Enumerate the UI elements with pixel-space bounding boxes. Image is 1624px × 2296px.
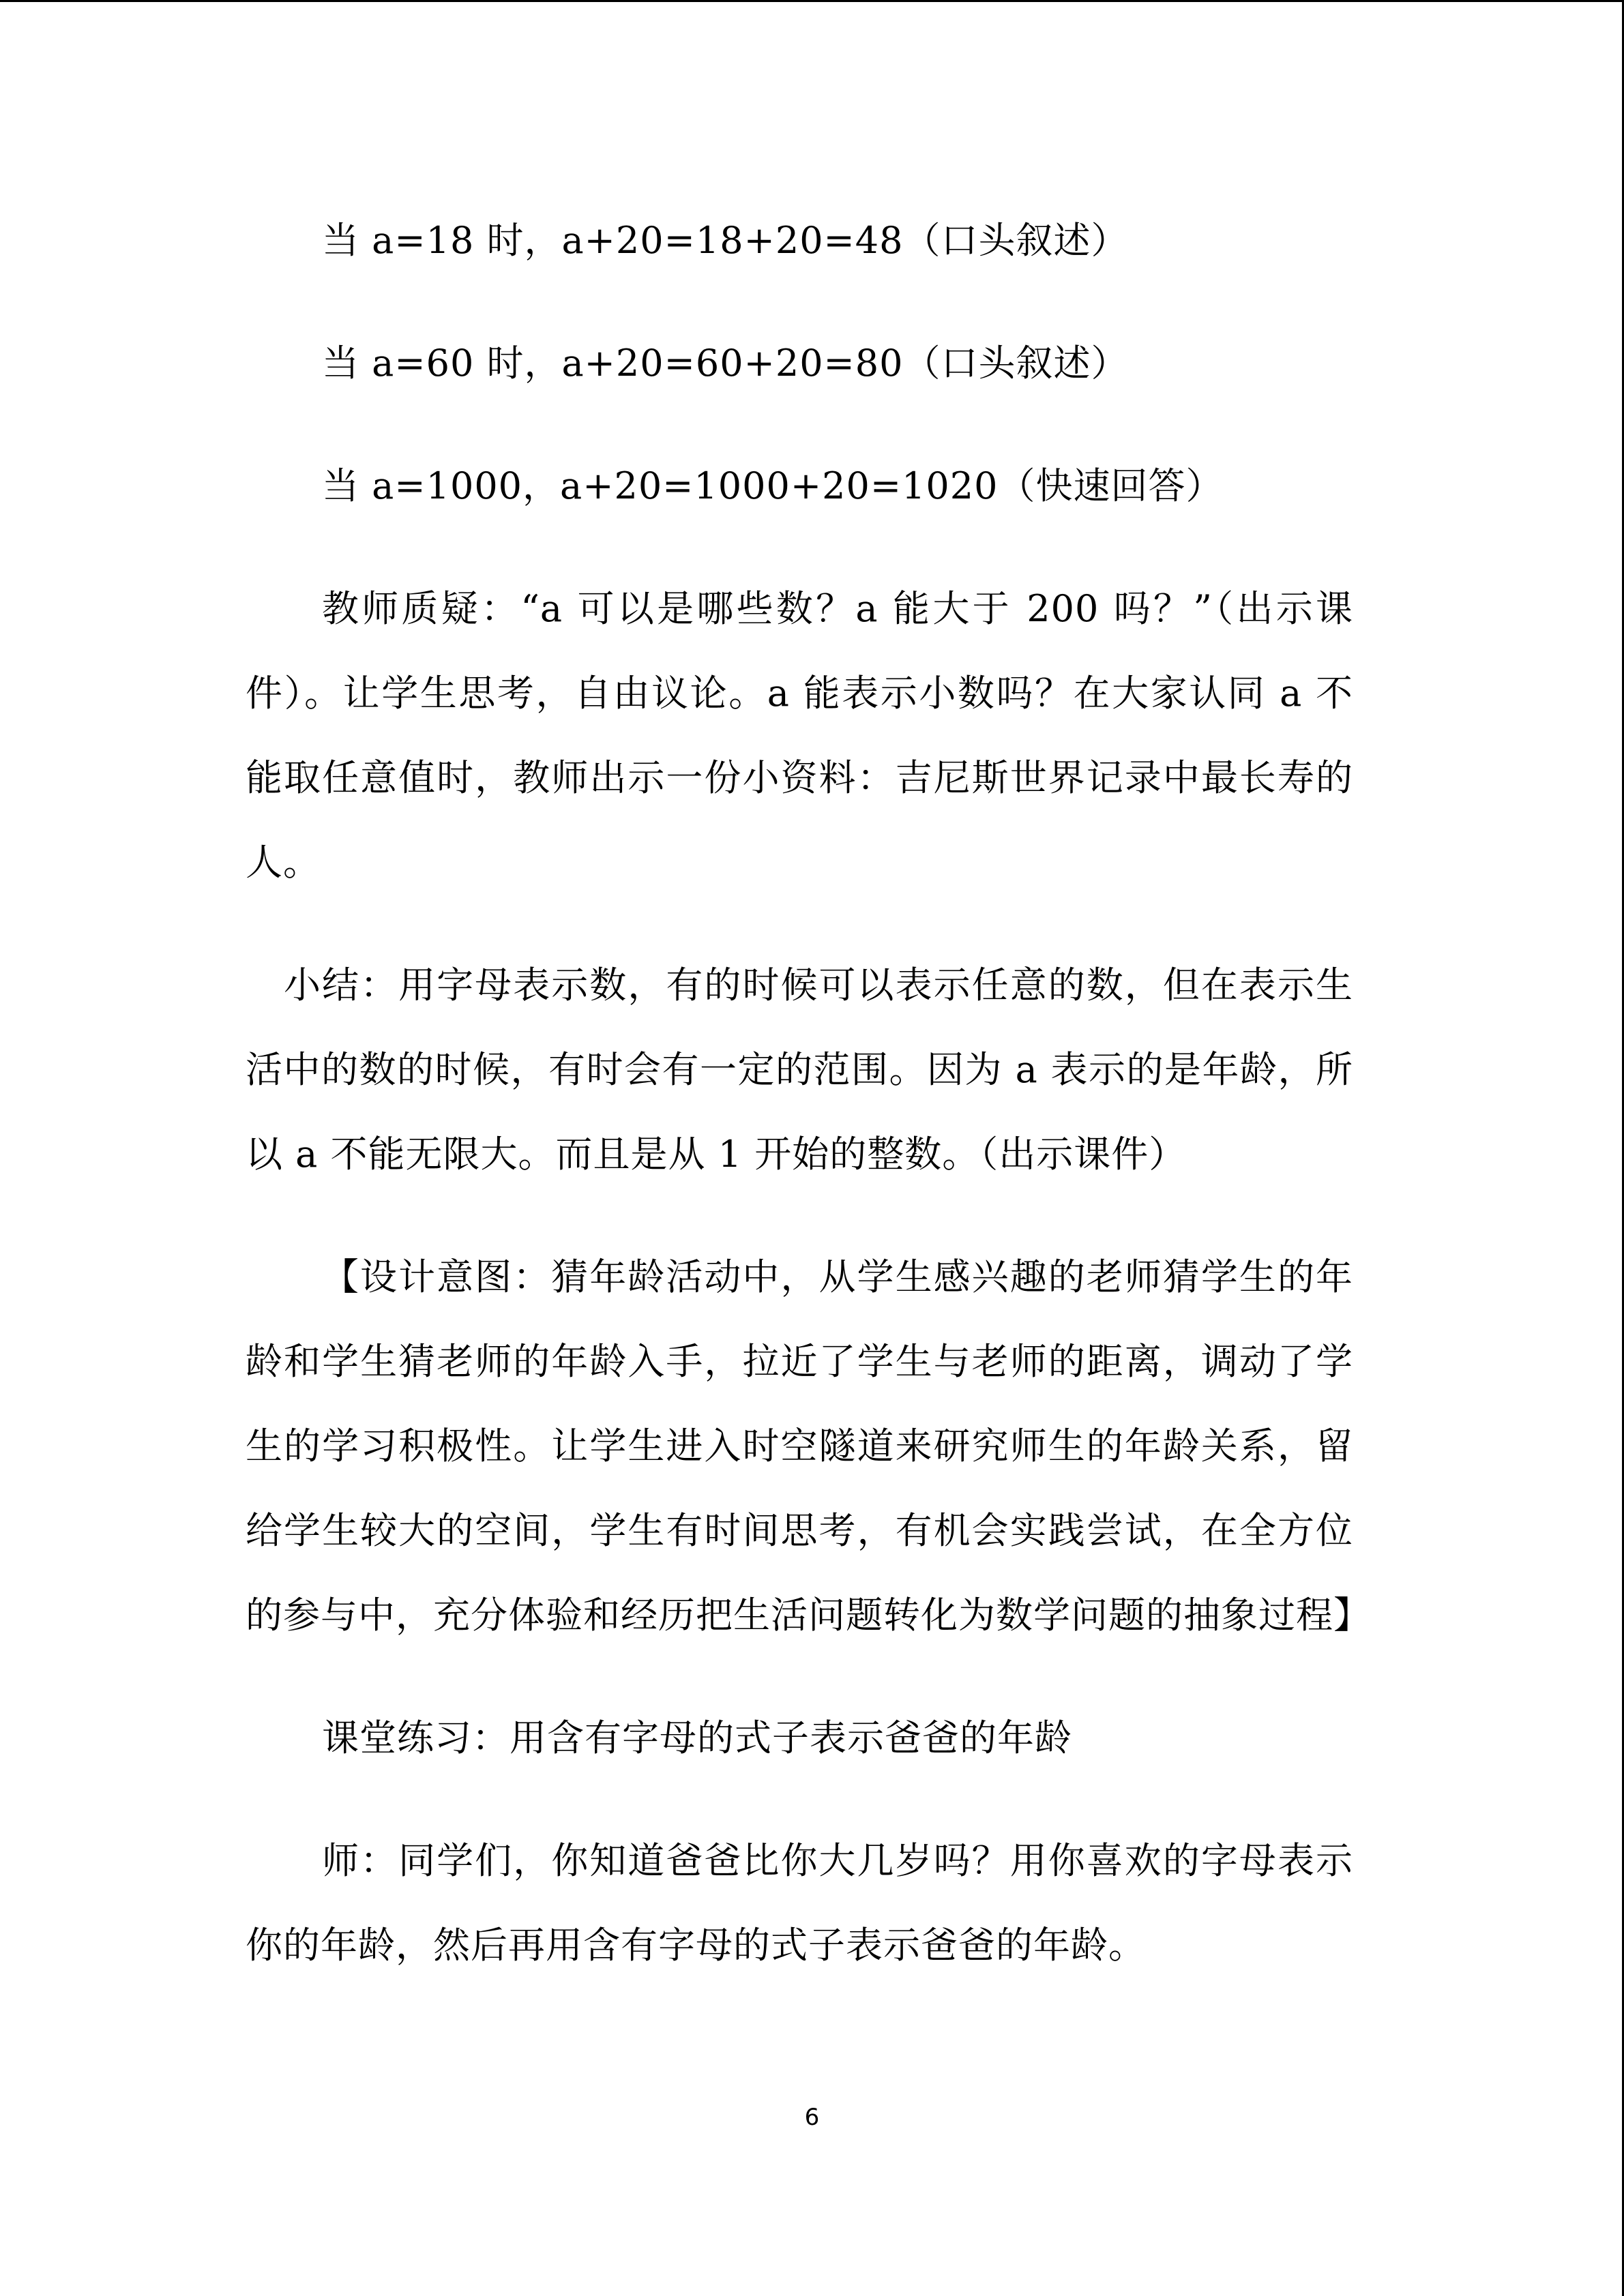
paragraph-8: 师：同学们，你知道爸爸比你大几岁吗？用你喜欢的字母表示你的年龄，然后再用含有字母的式子表示爸爸的年龄。: [246, 1839, 1353, 1967]
paragraph-5: 小结：用字母表示数，有的时候可以表示任意的数，但在表示生活中的数的时候，有时会有一定的范围。因为 a 表示的是年龄，所以 a 不能无限大。而且是从 1 开始的整数。（出示课件）: [246, 964, 1353, 1176]
paragraph-7: 课堂练习：用含有字母的式子表示爸爸的年龄: [322, 1716, 1072, 1759]
paragraph-6: 【设计意图：猜年龄活动中，从学生感兴趣的老师猜学生的年龄和学生猜老师的年龄入手，拉近了学生与老师的距离，调动了学生的学习积极性。让学生进入时空隧道来研究师生的年龄关系，留给学生较大的空间，学生有时间思考，有机会实践尝试，在全方位的参与中，充分体验和经历把生活问题转化为数学问题的抽象过程】: [246, 1255, 1371, 1637]
paragraph-3: 当 a=1000，a+20=1000+20=1020（快速回答）: [322, 464, 1224, 507]
paragraph-2: 当 a=60 时，a+20=60+20=80（口头叙述）: [322, 342, 1129, 385]
page-number: 6: [804, 2104, 820, 2131]
paragraph-4: 教师质疑：“a 可以是哪些数？a 能大于 200 吗？”（出示课件）。让学生思考，自由议论。a 能表示小数吗？在大家认同 a 不能取任意值时，教师出示一份小资料：吉尼斯世界记录中最长寿的人。: [246, 587, 1353, 884]
paragraph-1: 当 a=18 时，a+20=18+20=48（口头叙述）: [322, 219, 1129, 262]
page-body: [246, 198, 1371, 1988]
